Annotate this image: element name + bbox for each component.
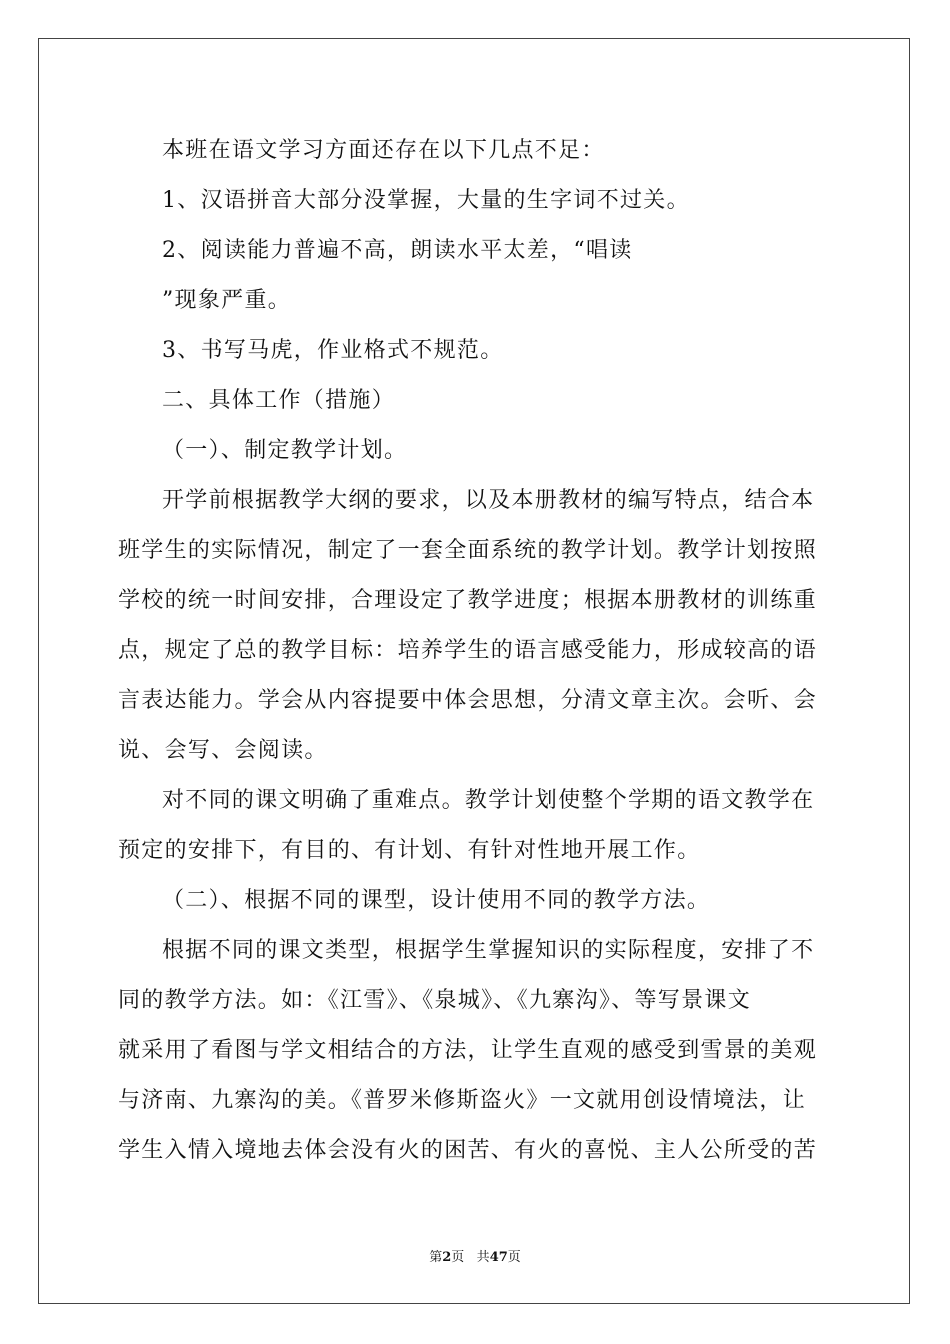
text-line: 2、阅读能力普遍不高，朗读水平太差，“唱读: [162, 238, 633, 263]
text-line: 言表达能力。学会从内容提要中体会思想，分清文章主次。会听、会: [118, 688, 818, 713]
text-line: ”现象严重。: [162, 288, 292, 313]
footer-prefix: 第: [429, 1250, 443, 1265]
footer-page-number: 2: [442, 1250, 452, 1265]
text-line: （一）、制定教学计划。: [162, 438, 408, 463]
text-line: 本班在语文学习方面还存在以下几点不足：: [162, 138, 605, 163]
text-line: 说、会写、会阅读。: [118, 738, 328, 763]
text-line: 就采用了看图与学文相结合的方法，让学生直观的感受到雪景的美观: [118, 1038, 818, 1063]
text-line: 与济南、九寨沟的美。《普罗米修斯盗火》一文就用创设情境法，让: [118, 1088, 807, 1113]
text-line: 点，规定了总的教学目标：培养学生的语言感受能力，形成较高的语: [118, 638, 818, 663]
text-line: 对不同的课文明确了重难点。教学计划使整个学期的语文教学在: [162, 788, 815, 813]
text-line: 1、汉语拼音大部分没掌握，大量的生字词不过关。: [162, 188, 690, 213]
text-line: 开学前根据教学大纲的要求，以及本册教材的编写特点，结合本: [162, 488, 815, 513]
text-line: 学生入情入境地去体会没有火的困苦、有火的喜悦、主人公所受的苦: [118, 1138, 818, 1163]
text-line: 预定的安排下，有目的、有计划、有针对性地开展工作。: [118, 838, 701, 863]
text-line: （二）、根据不同的课型，设计使用不同的教学方法。: [162, 888, 711, 913]
page-footer: [0, 1246, 950, 1265]
text-line: 3、书写马虎，作业格式不规范。: [162, 338, 504, 363]
footer-total-suffix: 页: [507, 1250, 521, 1265]
footer-total-prefix: 共: [476, 1250, 490, 1265]
text-line: 班学生的实际情况，制定了一套全面系统的教学计划。教学计划按照: [118, 538, 818, 563]
text-line: 同的教学方法。如：《江雪》、《泉城》、《九寨沟》、等写景课文: [118, 988, 752, 1013]
text-line: 学校的统一时间安排，合理设定了教学进度；根据本册教材的训练重: [118, 588, 818, 613]
document-body: [118, 126, 838, 1176]
footer-total-pages: 47: [489, 1250, 508, 1265]
text-line: 根据不同的课文类型，根据学生掌握知识的实际程度，安排了不: [162, 938, 815, 963]
text-line: 二、具体工作（措施）: [162, 388, 396, 413]
footer-page-suffix: 页: [451, 1250, 465, 1265]
